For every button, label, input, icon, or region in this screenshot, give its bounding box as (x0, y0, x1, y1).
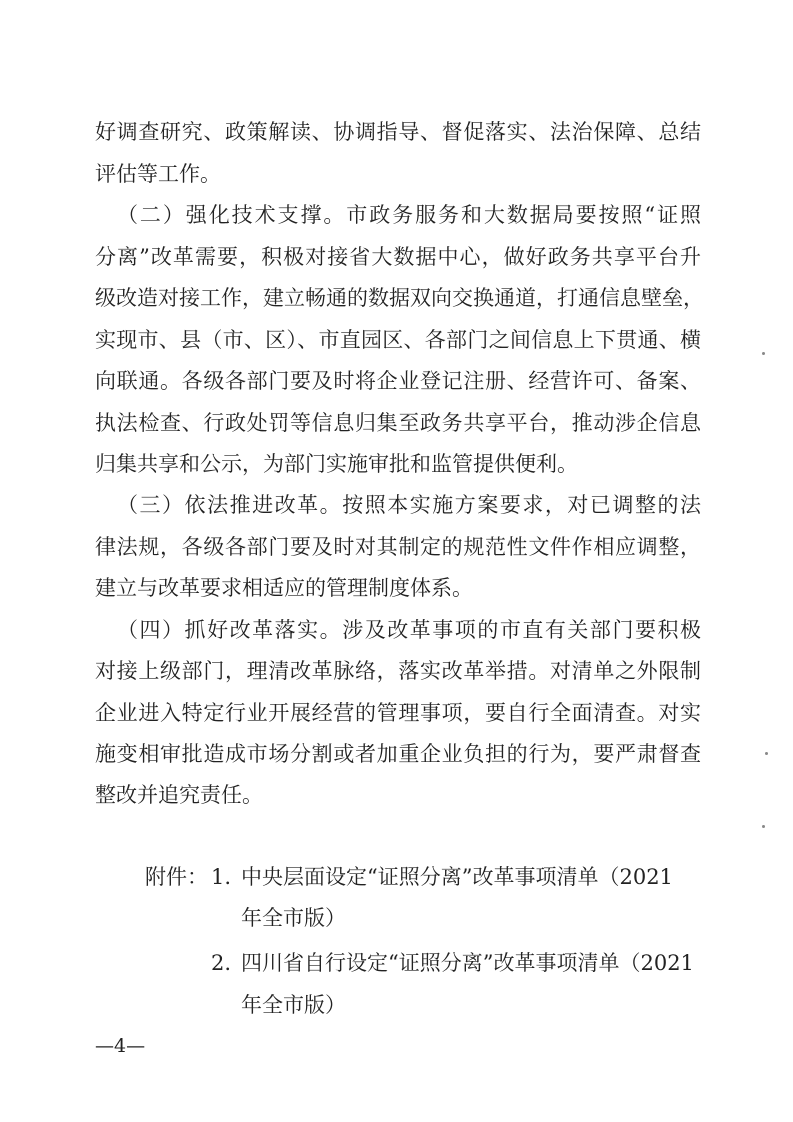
body-line: 建立与改革要求相适应的管理制度体系。 (95, 576, 473, 600)
section-heading-line: （四）抓好改革落实。涉及改革事项的市直有关部门要积极 (117, 618, 701, 642)
attachment-row-continued (145, 990, 346, 1020)
section-heading-line: （三）依法推进改革。按照本实施方案要求，对已调整的法 (117, 493, 701, 517)
section-heading-line: （二）强化技术支撑。市政务服务和大数据局要按照“证照 (117, 203, 701, 227)
body-line: 级改造对接工作，建立畅通的数据双向交换通道，打通信息壁垒， (95, 286, 704, 310)
body-line: 好调查研究、政策解读、协调指导、督促落实、法治保障、总结 (95, 120, 701, 144)
attachment-row (145, 862, 673, 892)
page-number: —4— (95, 1035, 146, 1057)
body-line: 施变相审批造成市场分割或者加重企业负担的行为，要严肃督查 (95, 742, 701, 766)
scan-speck (762, 825, 765, 828)
attachment-number: 1. (211, 865, 232, 889)
body-line: 向联通。各级各部门要及时将企业登记注册、经营许可、备案、 (95, 369, 701, 393)
body-line: 归集共享和公示，为部门实施审批和监管提供便利。 (95, 452, 578, 476)
attachment-row-continued (145, 903, 346, 933)
attachment-title: 四川省自行设定“证照分离”改革事项清单（2021 (241, 951, 694, 975)
body-line: 对接上级部门，理清改革脉络，落实改革举措。对清单之外限制 (95, 659, 701, 683)
body-line: 执法检查、行政处罚等信息归集至政务共享平台，推动涉企信息 (95, 411, 701, 435)
body-line: 分离”改革需要，积极对接省大数据中心，做好政务共享平台升 (95, 245, 701, 269)
body-line: 企业进入特定行业开展经营的管理事项，要自行全面清查。对实 (95, 701, 701, 725)
attachment-title: 中央层面设定“证照分离”改革事项清单（2021 (241, 865, 673, 889)
body-line: 整改并追究责任。 (95, 783, 263, 807)
attachment-title-continued: 年全市版） (241, 906, 346, 930)
scan-speck (762, 352, 765, 355)
attachment-number: 2. (211, 951, 232, 975)
scan-speck (765, 752, 768, 755)
attachments-label: 附件： (145, 865, 208, 889)
body-line: 评估等工作。 (95, 162, 221, 186)
body-line: 律法规，各级各部门要及时对其制定的规范性文件作相应调整， (95, 535, 701, 559)
attachment-row (145, 948, 694, 978)
attachment-title-continued: 年全市版） (241, 993, 346, 1017)
body-line: 实现市、县（市、区）、市直园区、各部门之间信息上下贯通、横 (95, 328, 701, 352)
